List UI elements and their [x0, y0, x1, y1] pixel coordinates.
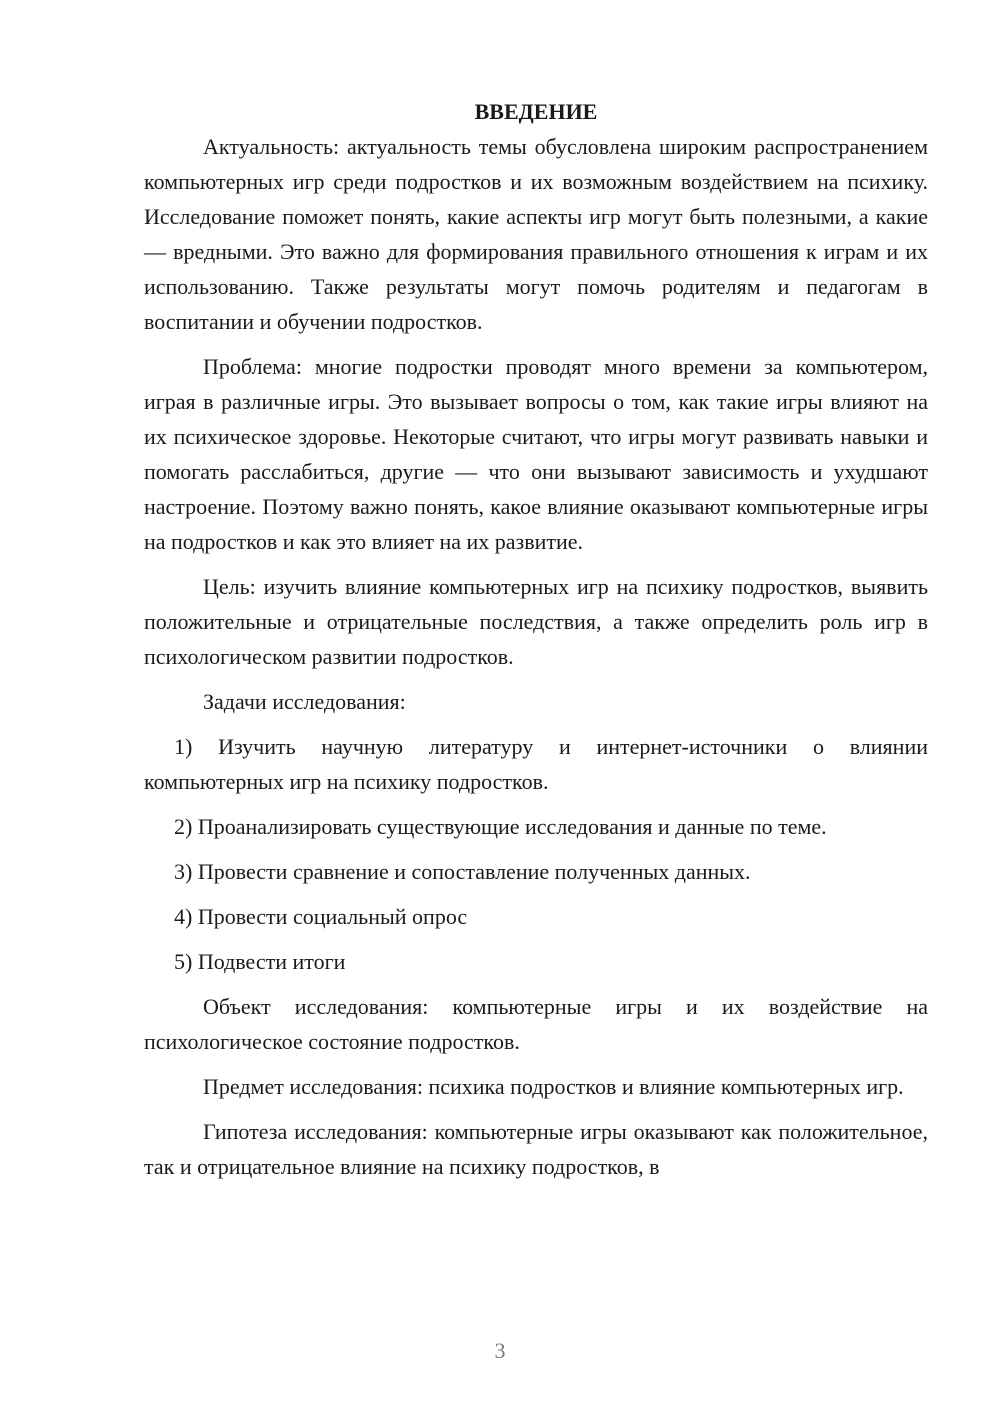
page-title: ВВЕДЕНИЕ: [474, 99, 598, 124]
paragraph-problem: Проблема: многие подростки проводят много времени за компьютером, играя в различные игры. Это вызывает вопросы о том, как такие игры влияют на их психическое здоровье. Некоторые считают, что игры могут развивать навыки и помогать расслабиться, другие — что они вызывают зависимость и ухудшают настроение. Поэтому важно понять, какое влияние оказывают компьютерные игры на подростков и как это влияет на их развитие.: [144, 354, 928, 554]
paragraph-object: Объект исследования: компьютерные игры и их воздействие на психологическое состояние подростков.: [144, 994, 928, 1054]
page-number: 3: [494, 1338, 506, 1363]
task-item-5: 5) Подвести итоги: [174, 949, 346, 974]
paragraph-hypothesis: Гипотеза исследования: компьютерные игры оказывают как положительное, так и отрицательное влияние на психику подростков, в: [144, 1119, 928, 1179]
paragraph-subject: Предмет исследования: психика подростков и влияние компьютерных игр.: [203, 1074, 904, 1099]
task-item-2: 2) Проанализировать существующие исследования и данные по теме.: [174, 814, 827, 839]
paragraph-relevance: Актуальность: актуальность темы обусловлена широким распространением компьютерных игр среди подростков и их возможным воздействием на психику. Исследование поможет понять, какие аспекты игр могут быть полезными, а какие — вредными. Это важно для формирования правильного отношения к играм и их использованию. Также результаты могут помочь родителям и педагогам в воспитании и обучении подростков.: [144, 134, 928, 334]
tasks-heading: Задачи исследования:: [203, 689, 406, 714]
document-body: [144, 94, 928, 1194]
paragraph-goal: Цель: изучить влияние компьютерных игр на психику подростков, выявить положительные и отрицательные последствия, а также определить роль игр в психологическом развитии подростков.: [144, 574, 928, 669]
task-item-4: 4) Провести социальный опрос: [174, 904, 468, 929]
task-item-1: 1) Изучить научную литературу и интернет-источники о влиянии компьютерных игр на психику подростков.: [144, 734, 928, 794]
task-item-3: 3) Провести сравнение и сопоставление полученных данных.: [174, 859, 751, 884]
